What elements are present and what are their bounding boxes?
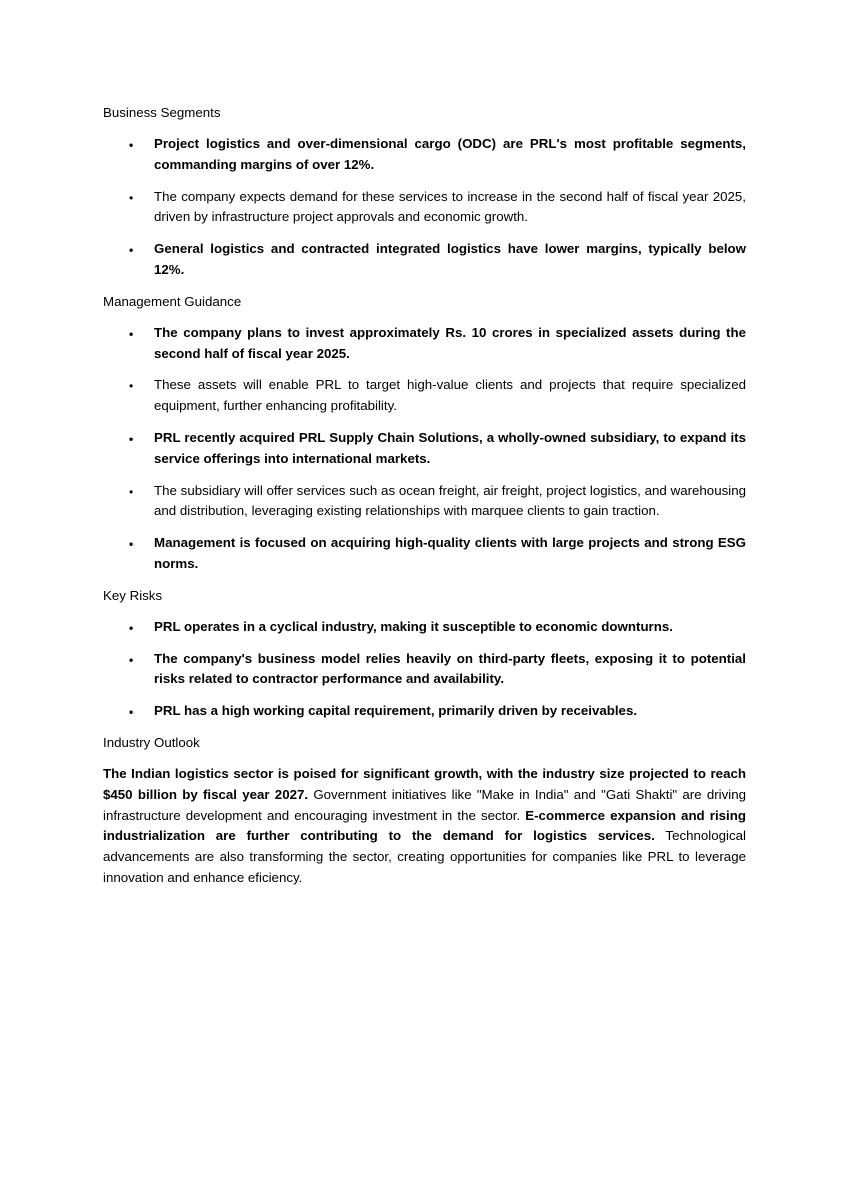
bullet-text: PRL operates in a cyclical industry, making it susceptible to economic downturns. <box>154 618 673 634</box>
bullet-item <box>103 187 746 229</box>
document-body <box>103 103 746 889</box>
outlook-run-bold: The Indian logistics sector is poised for significant growth, with the industry size projected to reach $450 billion by fiscal year 2027. <box>103 765 746 802</box>
bullet-dot: • <box>129 138 134 152</box>
bullet-dot: • <box>129 379 134 394</box>
bullet-dot: • <box>129 431 134 446</box>
bullet-item <box>103 428 746 470</box>
bullet-item <box>103 239 746 281</box>
bullet-dot: • <box>129 326 134 341</box>
bullet-item <box>103 701 746 722</box>
bullet-dot: • <box>129 652 134 667</box>
bullet-item <box>103 481 746 523</box>
outlook-paragraph <box>103 764 746 889</box>
section-management-guidance <box>103 292 746 575</box>
section-key-risks <box>103 586 746 722</box>
bullet-text: The company's business model relies heavily on third-party fleets, exposing it to potential risks related to contractor performance and availability. <box>154 650 746 687</box>
bullet-item <box>103 617 746 638</box>
outlook-run-normal: Technological advancements are also transforming the sector, creating opportunities for companies like PRL to leverage innovation and enhance eﬁciency. <box>103 828 746 885</box>
bullet-dot: • <box>129 243 134 258</box>
section-heading: Key Risks <box>103 587 163 603</box>
bullet-dot: • <box>129 537 134 552</box>
section-business-segments <box>103 103 746 281</box>
outlook-run-normal: Government initiatives like "Make in India" and "Gati Shakti" are driving infrastructure development and encouraging investment in the sector. <box>103 786 746 823</box>
section-industry-outlook <box>103 733 746 889</box>
bullet-list <box>103 617 746 722</box>
section-heading: Business Segments <box>103 105 221 120</box>
bullet-text: These assets will enable PRL to target high-value clients and projects that require specialized equipment, further enhancing profitability. <box>154 377 746 414</box>
bullet-text: The subsidiary will offer services such as ocean freight, air freight, project logistics, and warehousing and distribution, leveraging existing relationships with marquee clients to gain traction. <box>154 482 746 519</box>
outlook-run-bold: E-commerce expansion and rising industrialization are further contributing to the demand for logistics services. <box>103 807 746 844</box>
bullet-item <box>103 375 746 417</box>
bullet-text: Project logistics and over-dimensional cargo (ODC) are PRL's most profitable segments, commanding margins of over 12%. <box>154 136 746 172</box>
bullet-item <box>103 134 746 176</box>
bullet-text: General logistics and contracted integrated logistics have lower margins, typically below 12%. <box>154 241 746 277</box>
section-heading: Industry Outlook <box>103 734 200 750</box>
bullet-dot: • <box>129 705 134 720</box>
bullet-dot: • <box>129 484 134 499</box>
bullet-list <box>103 323 746 575</box>
bullet-item <box>103 649 746 691</box>
bullet-text: The company expects demand for these services to increase in the second half of fiscal year 2025, driven by infrastructure project approvals and economic growth. <box>154 188 746 225</box>
bullet-item <box>103 323 746 365</box>
bullet-text: PRL recently acquired PRL Supply Chain Solutions, a wholly-owned subsidiary, to expand its service offerings into international markets. <box>154 429 746 466</box>
bullet-text: PRL has a high working capital requirement, primarily driven by receivables. <box>154 703 638 719</box>
bullet-text: Management is focused on acquiring high-quality clients with large projects and strong ESG norms. <box>154 535 746 571</box>
bullet-dot: • <box>129 190 134 205</box>
bullet-dot: • <box>129 620 134 635</box>
section-heading: Management Guidance <box>103 293 242 309</box>
bullet-text: The company plans to invest approximately Rs. 10 crores in specialized assets during the second half of fiscal year 2025. <box>154 324 746 361</box>
bullet-item <box>103 533 746 575</box>
bullet-list <box>103 134 746 281</box>
